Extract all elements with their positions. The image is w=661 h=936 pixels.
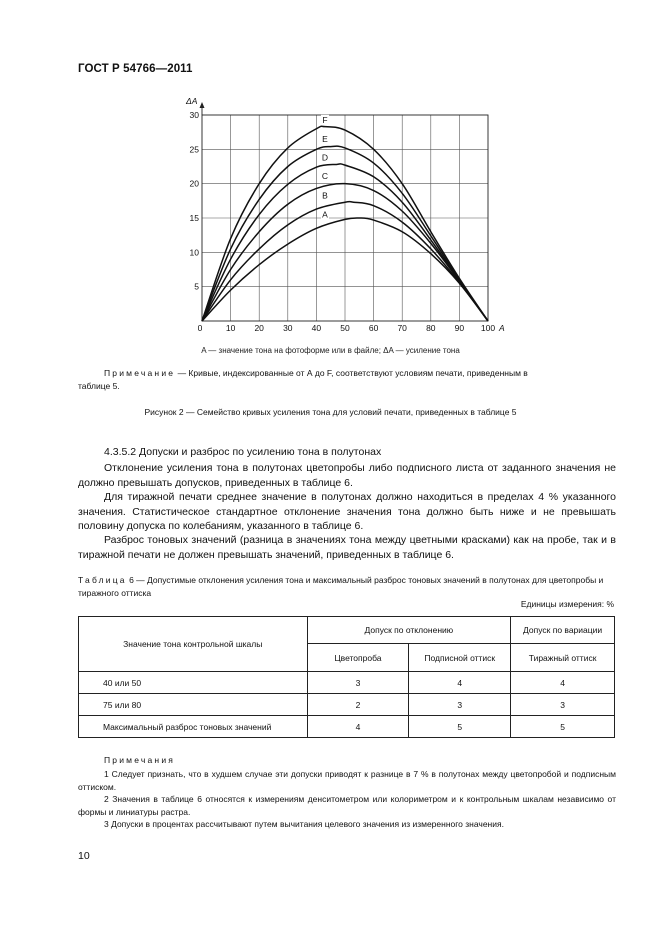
table-units: Единицы измерения: % — [520, 599, 614, 609]
page-number: 10 — [78, 850, 90, 862]
table-header-tone-value: Значение тона контрольной шкалы — [79, 617, 308, 672]
curve-label-d: D — [321, 152, 329, 163]
curve-label-c: C — [321, 171, 329, 182]
note-text: — Кривые, индексированные от А до F, соответствуют условиям печати, приведенным в — [175, 368, 528, 378]
axis-caption: A — значение тона на фотоформе или в файле; ΔA — усиление тона — [201, 346, 460, 355]
y-tick-label: 5 — [194, 281, 199, 292]
paragraph-3: Разброс тоновых значений (разница в значениях тона между цветными красками) как на пробе, так и в тиражной печати не должен превышать значений, приведенных в таблице 6. — [78, 534, 616, 561]
x-tick-label: 20 — [254, 323, 264, 333]
x-tick-label: 90 — [454, 323, 465, 333]
curve-label-e: E — [322, 134, 328, 145]
x-axis-label: A — [499, 323, 505, 333]
table-title — [78, 574, 616, 600]
note-item-2: 2 Значения в таблице 6 относятся к измерениям денситометром или колориметром и к контрольным шкалам независимо от формы и линиатуры растра. — [78, 794, 616, 817]
row-value: 5 — [511, 716, 615, 738]
row-value: 3 — [511, 694, 615, 716]
table-row — [79, 694, 615, 716]
curve-label-f: F — [322, 114, 328, 125]
table-row — [79, 672, 615, 694]
table-header-variation: Допуск по вариации — [511, 617, 615, 644]
row-value: 2 — [307, 694, 409, 716]
row-value: 5 — [409, 716, 511, 738]
table-row — [79, 716, 615, 738]
section-title: 4.3.5.2 Допуски и разброс по усилению тона в полутонах — [104, 446, 382, 458]
y-tick-label: 15 — [189, 213, 199, 223]
paragraph-2: Для тиражной печати среднее значение в полутонах должно находиться в пределах 4 % указанного значения. Статистическое стандартное отклонение значения тона должно быть ниже и не превышать половину допуска по колебаниям, указанного в таблице 6. — [78, 491, 616, 532]
y-axis-arrowhead — [200, 102, 205, 108]
note-item-3: 3 Допуски в процентах рассчитывают путем вычитания целевого значения из измеренного значения. — [104, 819, 504, 829]
paragraph-1: Отклонение усиления тона в полутонах цветопробы либо подписного листа от заданного значения не должно превышать допусков, приведенных в таблице 6. — [78, 462, 616, 489]
x-tick-label: 30 — [283, 323, 293, 333]
table-subheader-proof: Цветопроба — [307, 644, 409, 672]
x-tick-label: 40 — [311, 323, 322, 333]
tone-gain-chart — [170, 92, 520, 342]
x-tick-label: 60 — [368, 323, 379, 333]
table-label: Таблица — [78, 575, 127, 585]
figure-caption: Рисунок 2 — Семейство кривых усиления тона для условий печати, приведенных в таблице 5 — [144, 407, 517, 417]
row-value: 4 — [307, 716, 409, 738]
table-subheader-production: Тиражный оттиск — [511, 644, 615, 672]
row-label: 75 или 80 — [79, 694, 308, 716]
document-header: ГОСТ Р 54766—2011 — [78, 63, 193, 75]
figure-note-continuation: таблице 5. — [78, 381, 120, 391]
y-tick-label: 30 — [189, 110, 199, 120]
table-title-text: 6 — Допустимые отклонения усиления тона и максимальный разброс тоновых значений в полутонах для цветопробы и тиражного оттиска — [78, 575, 604, 598]
table-subheader-signed-sheet: Подписной оттиск — [409, 644, 511, 672]
y-tick-label: 20 — [189, 178, 199, 189]
notes-title: Примечания — [104, 755, 176, 765]
y-axis-label: ΔA — [186, 96, 198, 106]
x-tick-label: 10 — [225, 323, 236, 333]
y-tick-label: 25 — [189, 144, 199, 155]
curve-label-a: A — [322, 209, 328, 220]
row-label: 40 или 50 — [79, 672, 308, 694]
x-tick-label: 80 — [426, 323, 436, 333]
note-item-1: 1 Следует признать, что в худшем случае эти допуски приводят к разнице в 7 % в полутонах между цветопробой и подписным оттиском. — [78, 769, 616, 792]
row-value: 3 — [307, 672, 409, 694]
x-tick-label: 50 — [340, 323, 350, 333]
row-value: 4 — [511, 672, 615, 694]
x-tick-label: 70 — [397, 323, 407, 333]
table-header-deviation: Допуск по отклонению — [307, 617, 511, 644]
figure-note — [104, 367, 616, 380]
x-tick-label: 0 — [197, 323, 203, 333]
x-tick-label: 100 — [480, 323, 496, 333]
row-value: 3 — [409, 694, 511, 716]
tolerance-table — [78, 616, 615, 738]
y-tick-label: 10 — [189, 247, 199, 258]
row-value: 4 — [409, 672, 511, 694]
curve-label-b: B — [322, 190, 328, 201]
row-label: Максимальный разброс тоновых значений — [79, 716, 308, 738]
note-label: Примечание — [104, 368, 176, 378]
